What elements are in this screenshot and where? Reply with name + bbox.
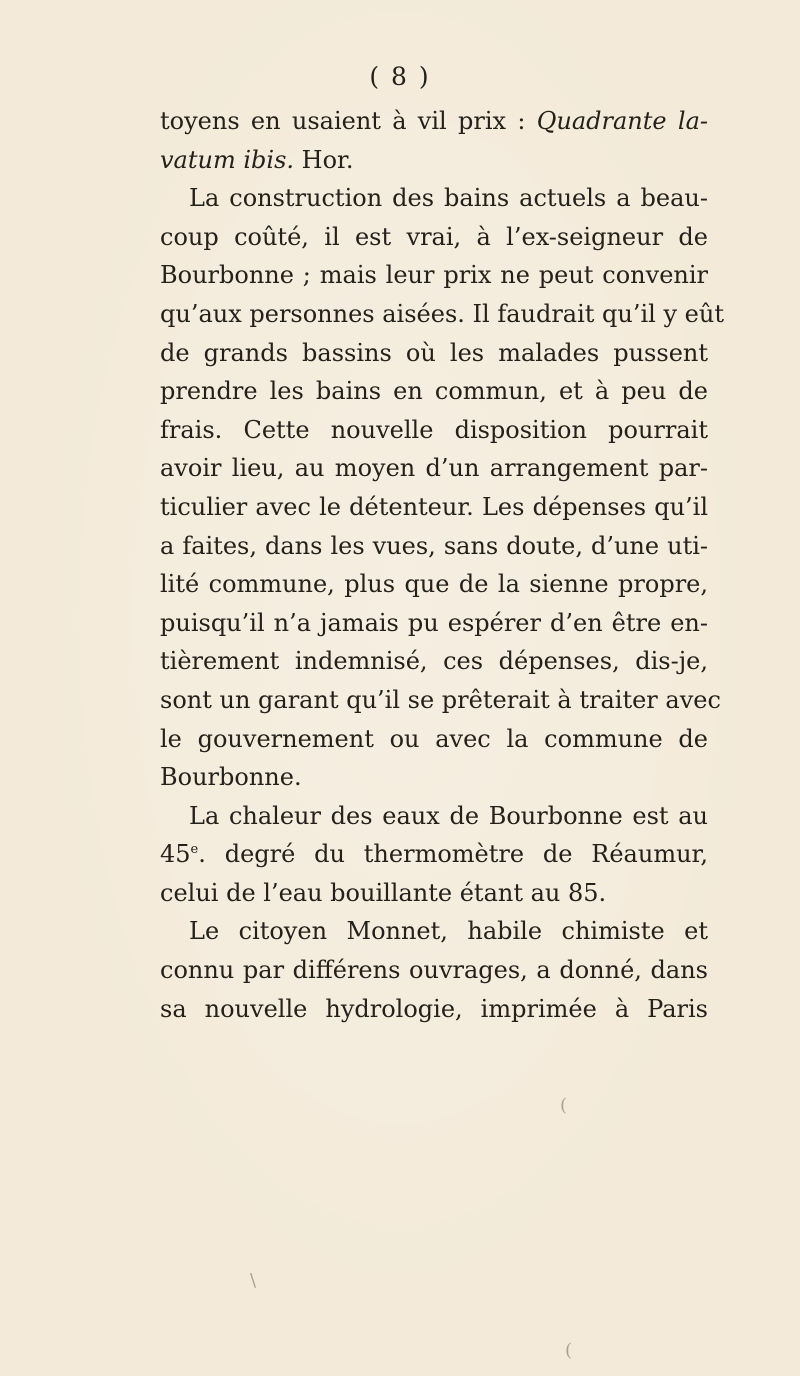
text-line: qu’aux personnes aisées. Il faudrait qu’il y eût <box>160 299 724 328</box>
text-line: connu par différens ouvrages, a donné, dans <box>160 956 708 985</box>
text-line: avoir lieu, au moyen d’un arrangement par- <box>160 454 708 483</box>
text-line: 45e. degré du thermomètre de Réaumur, <box>160 840 708 869</box>
text-line: de grands bassins où les malades pussent <box>160 338 708 367</box>
text-line: Bourbonne. <box>160 763 302 792</box>
text-line: tièrement indemnisé, ces dépenses, dis-je, <box>160 647 708 676</box>
text-line: puisqu’il n’a jamais pu espérer d’en être en- <box>160 608 708 637</box>
paper-blemish: ( <box>565 1340 573 1361</box>
text-line: sa nouvelle hydrologie, imprimée à Paris <box>160 994 708 1023</box>
text-line: prendre les bains en commun, et à peu de <box>160 377 708 406</box>
text-line: lité commune, plus que de la sienne propre, <box>160 570 708 599</box>
text-line: La chaleur des eaux de Bourbonne est au <box>189 801 708 830</box>
paper-blemish: ( <box>560 1095 568 1116</box>
text-line: toyens en usaient à vil prix : Quadrante la- <box>160 107 708 135</box>
text-line: vatum ibis. Hor. <box>160 145 354 174</box>
text-line: Bourbonne ; mais leur prix ne peut convenir <box>160 261 708 290</box>
text-line: coup coûté, il est vrai, à l’ex-seigneur de <box>160 222 708 251</box>
text-line: sont un garant qu’il se prêterait à traiter avec <box>160 685 721 714</box>
body-text <box>160 102 724 1028</box>
page-number: ( 8 ) <box>369 62 431 91</box>
text-line: ticulier avec le détenteur. Les dépenses qu’il <box>160 492 708 521</box>
text-line: a faites, dans les vues, sans doute, d’une uti- <box>160 531 708 560</box>
text-line: Le citoyen Monnet, habile chimiste et <box>189 917 708 946</box>
paper-blemish: \ <box>250 1270 257 1291</box>
text-line: celui de l’eau bouillante étant au 85. <box>160 878 607 907</box>
text-line: le gouvernement ou avec la commune de <box>160 724 708 753</box>
text-line: La construction des bains actuels a beau- <box>189 184 708 213</box>
text-line: frais. Cette nouvelle disposition pourrait <box>160 415 708 444</box>
